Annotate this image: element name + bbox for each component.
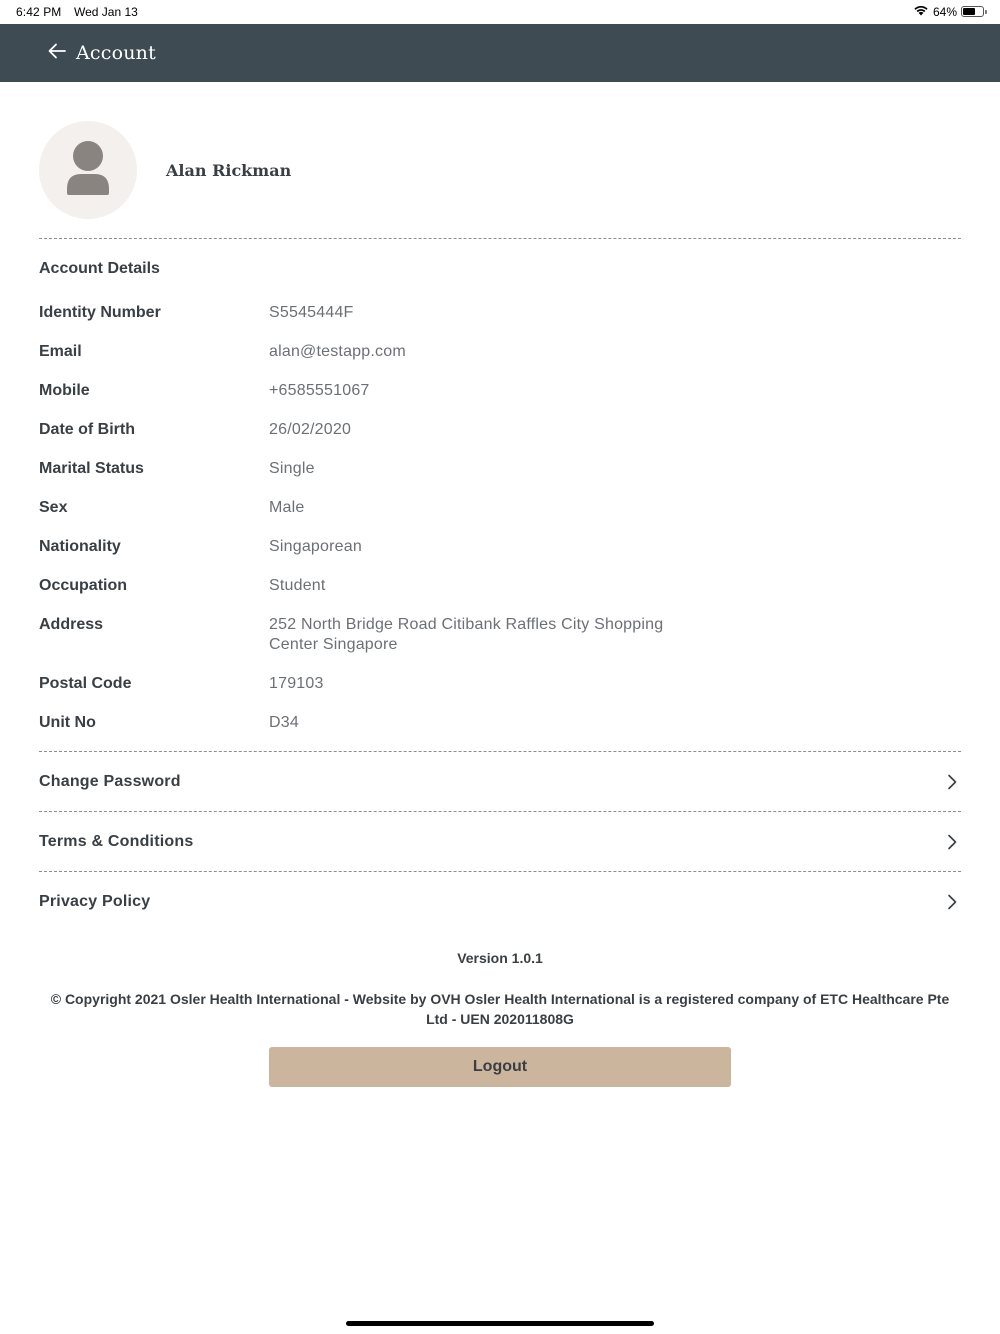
- detail-label: Date of Birth: [39, 421, 135, 438]
- detail-row-address: [39, 615, 961, 655]
- status-date: Wed Jan 13: [74, 5, 138, 19]
- app-header: [0, 24, 1000, 82]
- detail-label: Address: [39, 616, 104, 633]
- battery-fill: [963, 8, 975, 15]
- change-password-label: Change Password: [39, 772, 181, 790]
- detail-row-email: [39, 342, 961, 362]
- detail-value: S5545444F: [269, 304, 354, 321]
- account-details-list: [39, 303, 961, 752]
- chevron-right-icon: [945, 893, 959, 911]
- back-button[interactable]: [46, 42, 68, 64]
- copyright-text: © Copyright 2021 Osler Health International - Website by OVH Osler Health International is a registered company of ETC Healthcare Pte Ltd - UEN 202011808G: [50, 991, 950, 1027]
- terms-conditions-label: Terms & Conditions: [39, 832, 194, 850]
- avatar: [39, 121, 137, 219]
- detail-row-nationality: [39, 537, 961, 557]
- detail-label: Occupation: [39, 577, 128, 594]
- account-details-title: Account Details: [39, 260, 160, 277]
- detail-value: 179103: [269, 675, 324, 692]
- battery-tip: [985, 10, 987, 14]
- detail-row-occupation: [39, 576, 961, 596]
- detail-label: Email: [39, 343, 82, 360]
- detail-row-identity-number: [39, 303, 961, 323]
- detail-value: D34: [269, 714, 299, 731]
- detail-value: Student: [269, 577, 326, 594]
- detail-label: Sex: [39, 499, 68, 516]
- chevron-right-icon: [945, 773, 959, 791]
- chevron-right-icon: [945, 833, 959, 851]
- battery-percent: 64%: [932, 4, 957, 19]
- privacy-policy-label: Privacy Policy: [39, 892, 151, 910]
- detail-label: Nationality: [39, 538, 121, 555]
- status-indicators: [913, 4, 984, 19]
- detail-label: Identity Number: [39, 304, 161, 321]
- detail-row-mobile: [39, 381, 961, 401]
- detail-label: Postal Code: [39, 675, 132, 692]
- change-password-item[interactable]: [39, 752, 961, 811]
- detail-label: Mobile: [39, 382, 90, 399]
- status-bar: [0, 0, 1000, 24]
- detail-label: Unit No: [39, 714, 96, 731]
- detail-label: Marital Status: [39, 460, 144, 477]
- detail-value: Singaporean: [269, 538, 362, 555]
- detail-row-unit-no: [39, 713, 961, 733]
- privacy-policy-item[interactable]: [39, 872, 961, 931]
- version-text: Version 1.0.1: [457, 950, 543, 966]
- arrow-left-icon: [48, 43, 66, 64]
- logout-button[interactable]: Logout: [269, 1047, 731, 1087]
- user-icon: [67, 141, 109, 200]
- battery-icon: [961, 6, 984, 17]
- detail-row-sex: [39, 498, 961, 518]
- detail-row-marital-status: [39, 459, 961, 479]
- detail-value: 252 North Bridge Road Citibank Raffles City Shopping Center Singapore: [269, 616, 664, 653]
- profile-section: [39, 121, 291, 219]
- detail-value: Male: [269, 499, 305, 516]
- divider: [39, 238, 961, 239]
- profile-name: Alan Rickman: [166, 160, 292, 180]
- detail-row-postal-code: [39, 674, 961, 694]
- detail-value: 26/02/2020: [269, 421, 352, 438]
- detail-value: alan@testapp.com: [269, 343, 406, 360]
- wifi-icon: [913, 4, 929, 19]
- page-title: Account: [76, 42, 156, 64]
- detail-value: Single: [269, 460, 315, 477]
- terms-conditions-item[interactable]: [39, 812, 961, 871]
- detail-row-date-of-birth: [39, 420, 961, 440]
- detail-value: +6585551067: [269, 382, 370, 399]
- status-time: 6:42 PM: [16, 5, 62, 19]
- home-indicator: [346, 1321, 654, 1326]
